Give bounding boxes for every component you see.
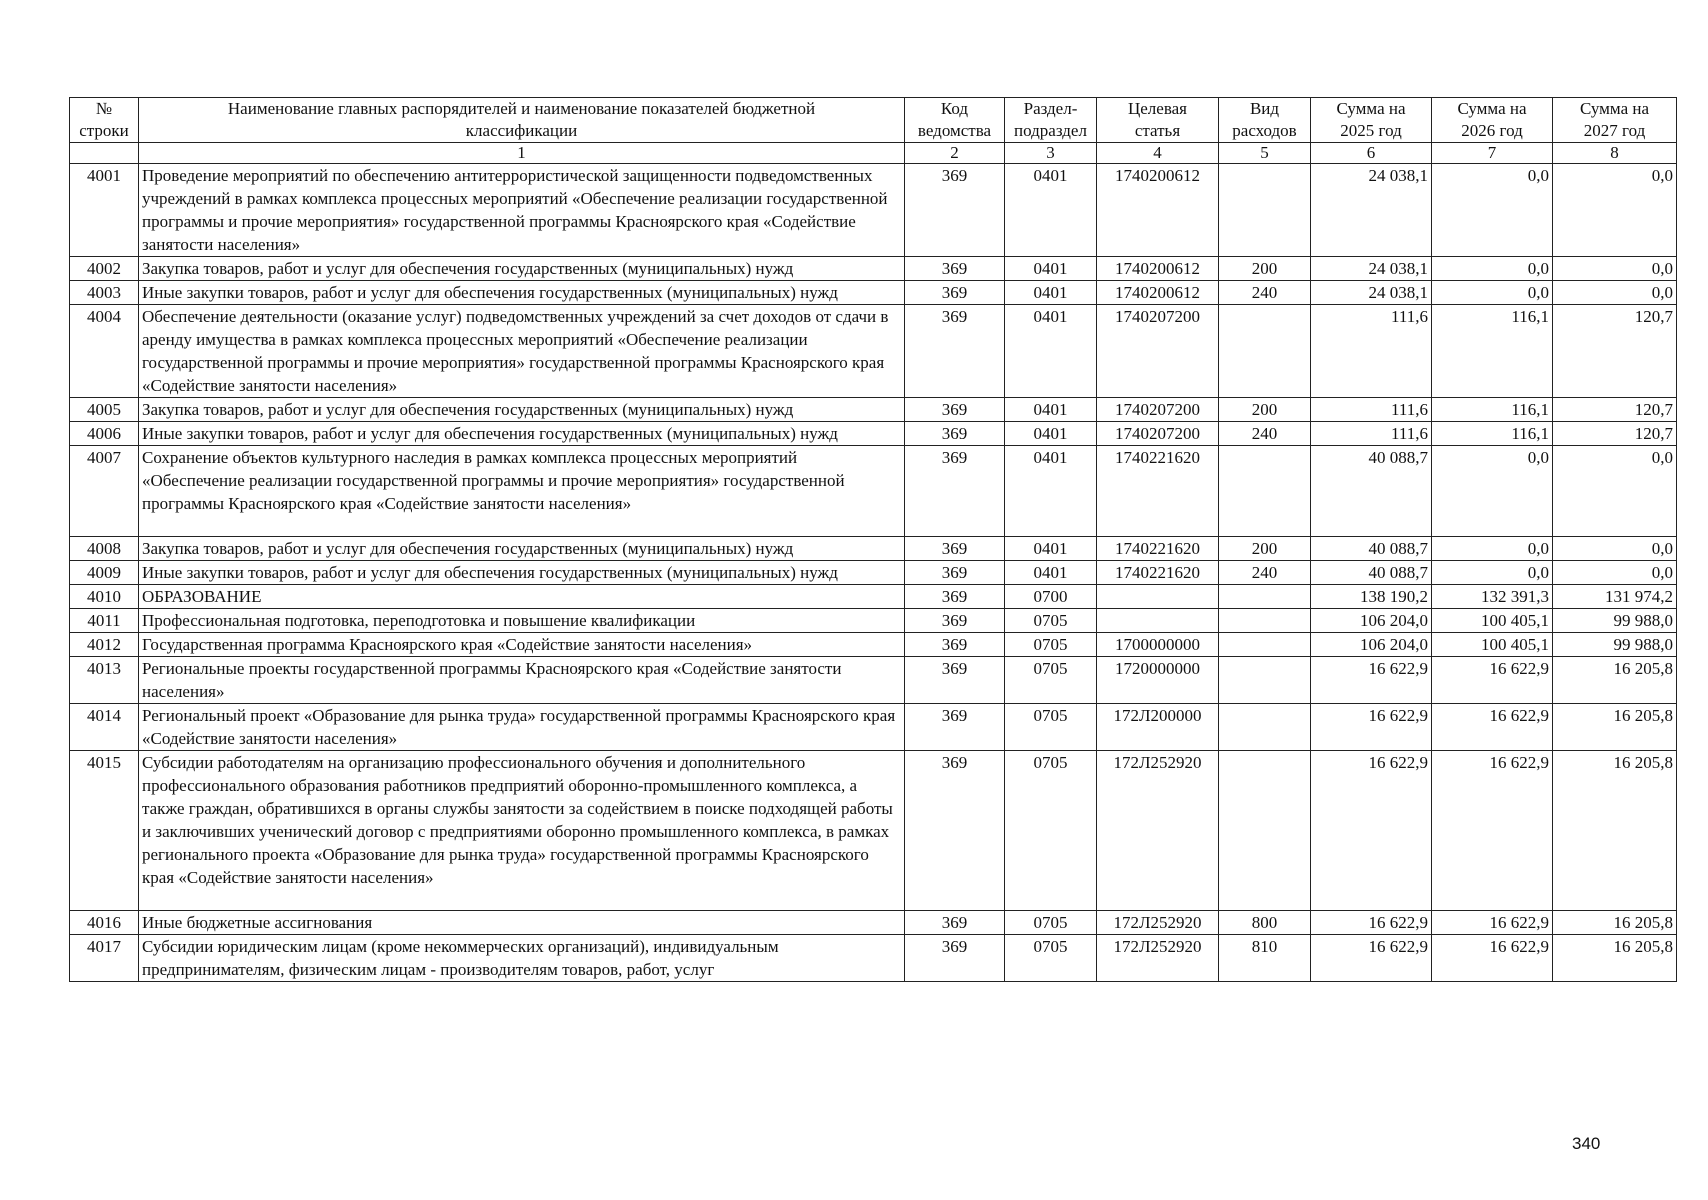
row-dept-code: 369	[905, 751, 1005, 911]
table-row	[70, 305, 1677, 398]
column-number	[70, 143, 139, 164]
row-number: 4016	[70, 911, 139, 935]
row-amount-2027: 0,0	[1553, 164, 1677, 257]
row-amount-2025: 16 622,9	[1311, 751, 1432, 911]
row-number: 4003	[70, 281, 139, 305]
table-row	[70, 398, 1677, 422]
table-row	[70, 281, 1677, 305]
row-expense-type	[1219, 609, 1311, 633]
table-row	[70, 751, 1677, 911]
row-amount-2027: 0,0	[1553, 537, 1677, 561]
row-expense-type	[1219, 633, 1311, 657]
row-number: 4012	[70, 633, 139, 657]
row-amount-2026: 0,0	[1432, 446, 1553, 537]
row-amount-2027: 120,7	[1553, 422, 1677, 446]
row-amount-2026: 132 391,3	[1432, 585, 1553, 609]
row-expense-type: 800	[1219, 911, 1311, 935]
row-section: 0401	[1005, 422, 1097, 446]
row-name: Закупка товаров, работ и услуг для обеспечения государственных (муниципальных) нужд	[139, 537, 905, 561]
row-expense-type	[1219, 751, 1311, 911]
row-name: Закупка товаров, работ и услуг для обеспечения государственных (муниципальных) нужд	[139, 398, 905, 422]
row-amount-2026: 16 622,9	[1432, 935, 1553, 982]
table-row	[70, 911, 1677, 935]
row-number: 4011	[70, 609, 139, 633]
budget-table	[69, 97, 1677, 982]
row-target-article: 1740200612	[1097, 164, 1219, 257]
row-target-article: 1700000000	[1097, 633, 1219, 657]
row-target-article: 1740221620	[1097, 446, 1219, 537]
header-section: Раздел- подраздел	[1005, 98, 1097, 143]
row-target-article: 172Л200000	[1097, 704, 1219, 751]
row-section: 0705	[1005, 609, 1097, 633]
row-amount-2027: 16 205,8	[1553, 911, 1677, 935]
row-amount-2025: 24 038,1	[1311, 257, 1432, 281]
header-amount-2026: Сумма на 2026 год	[1432, 98, 1553, 143]
row-section: 0700	[1005, 585, 1097, 609]
row-name: Региональные проекты государственной программы Красноярского края «Содействие занятости населения»	[139, 657, 905, 704]
row-dept-code: 369	[905, 537, 1005, 561]
row-number: 4009	[70, 561, 139, 585]
table-row	[70, 704, 1677, 751]
row-section: 0401	[1005, 446, 1097, 537]
row-amount-2026: 116,1	[1432, 398, 1553, 422]
row-amount-2026: 0,0	[1432, 561, 1553, 585]
table-row	[70, 446, 1677, 537]
table-row	[70, 585, 1677, 609]
table-row	[70, 537, 1677, 561]
row-expense-type	[1219, 446, 1311, 537]
column-number: 6	[1311, 143, 1432, 164]
row-expense-type: 810	[1219, 935, 1311, 982]
row-amount-2026: 16 622,9	[1432, 704, 1553, 751]
row-section: 0705	[1005, 751, 1097, 911]
row-expense-type	[1219, 305, 1311, 398]
row-amount-2026: 0,0	[1432, 281, 1553, 305]
table-row	[70, 609, 1677, 633]
row-expense-type: 240	[1219, 422, 1311, 446]
row-section: 0401	[1005, 305, 1097, 398]
row-section: 0401	[1005, 164, 1097, 257]
column-numbering-row	[70, 143, 1677, 164]
row-expense-type	[1219, 704, 1311, 751]
row-expense-type: 240	[1219, 561, 1311, 585]
row-dept-code: 369	[905, 446, 1005, 537]
row-target-article: 1740200612	[1097, 257, 1219, 281]
row-name: Иные закупки товаров, работ и услуг для обеспечения государственных (муниципальных) нужд	[139, 422, 905, 446]
row-dept-code: 369	[905, 633, 1005, 657]
row-amount-2027: 0,0	[1553, 257, 1677, 281]
row-amount-2025: 40 088,7	[1311, 537, 1432, 561]
row-dept-code: 369	[905, 561, 1005, 585]
row-expense-type: 240	[1219, 281, 1311, 305]
table-row	[70, 561, 1677, 585]
row-target-article: 1740221620	[1097, 537, 1219, 561]
table-row	[70, 164, 1677, 257]
row-section: 0705	[1005, 911, 1097, 935]
header-row-number: № строки	[70, 98, 139, 143]
row-amount-2027: 99 988,0	[1553, 609, 1677, 633]
table-body	[70, 164, 1677, 982]
row-dept-code: 369	[905, 585, 1005, 609]
row-name: Иные бюджетные ассигнования	[139, 911, 905, 935]
row-section: 0705	[1005, 935, 1097, 982]
row-name: Субсидии работодателям на организацию профессионального обучения и дополнительного профессионального образования работников предприятий оборонно-промышленного комплекса, а также граждан, обратившихся в органы службы занятости за содействием в поиске подходящей работы и заключивших ученический договор с предприятиями оборонно промышленного комплекса, в рамках регионального проекта «Образование для рынка труда» государственной программы Красноярского края «Содействие занятости населения»	[139, 751, 905, 911]
header-amount-2027: Сумма на 2027 год	[1553, 98, 1677, 143]
row-amount-2025: 111,6	[1311, 398, 1432, 422]
row-dept-code: 369	[905, 609, 1005, 633]
row-number: 4006	[70, 422, 139, 446]
row-amount-2027: 120,7	[1553, 305, 1677, 398]
row-name: ОБРАЗОВАНИЕ	[139, 585, 905, 609]
row-amount-2025: 24 038,1	[1311, 164, 1432, 257]
row-target-article: 1720000000	[1097, 657, 1219, 704]
row-name: Государственная программа Красноярского края «Содействие занятости населения»	[139, 633, 905, 657]
row-amount-2027: 16 205,8	[1553, 751, 1677, 911]
row-dept-code: 369	[905, 422, 1005, 446]
row-amount-2025: 106 204,0	[1311, 609, 1432, 633]
row-amount-2026: 116,1	[1432, 305, 1553, 398]
header-dept-code: Код ведомства	[905, 98, 1005, 143]
row-target-article: 1740207200	[1097, 305, 1219, 398]
row-amount-2027: 0,0	[1553, 446, 1677, 537]
header-name: Наименование главных распорядителей и наименование показателей бюджетной классификации	[139, 98, 905, 143]
row-target-article: 172Л252920	[1097, 911, 1219, 935]
row-amount-2025: 106 204,0	[1311, 633, 1432, 657]
row-amount-2026: 0,0	[1432, 537, 1553, 561]
table-row	[70, 633, 1677, 657]
row-expense-type	[1219, 657, 1311, 704]
row-amount-2027: 120,7	[1553, 398, 1677, 422]
row-dept-code: 369	[905, 398, 1005, 422]
row-amount-2026: 116,1	[1432, 422, 1553, 446]
row-dept-code: 369	[905, 281, 1005, 305]
page-number: 340	[1572, 1134, 1601, 1153]
row-dept-code: 369	[905, 257, 1005, 281]
row-name: Проведение мероприятий по обеспечению антитеррористической защищенности подведомственных учреждений в рамках комплекса процессных мероприятий «Обеспечение реализации государственной программы и прочие мероприятия» государственной программы Красноярского края «Содействие занятости населения»	[139, 164, 905, 257]
row-name: Сохранение объектов культурного наследия в рамках комплекса процессных мероприятий «Обеспечение реализации государственной программы и прочие мероприятия» государственной программы Красноярского края «Содействие занятости населения»	[139, 446, 905, 537]
row-dept-code: 369	[905, 704, 1005, 751]
row-name: Иные закупки товаров, работ и услуг для обеспечения государственных (муниципальных) нужд	[139, 281, 905, 305]
row-expense-type: 200	[1219, 537, 1311, 561]
row-amount-2027: 16 205,8	[1553, 657, 1677, 704]
row-amount-2027: 16 205,8	[1553, 704, 1677, 751]
header-row	[70, 98, 1677, 143]
row-section: 0401	[1005, 561, 1097, 585]
row-name: Иные закупки товаров, работ и услуг для обеспечения государственных (муниципальных) нужд	[139, 561, 905, 585]
row-amount-2025: 16 622,9	[1311, 935, 1432, 982]
row-amount-2025: 111,6	[1311, 422, 1432, 446]
row-expense-type	[1219, 585, 1311, 609]
row-dept-code: 369	[905, 911, 1005, 935]
column-number: 5	[1219, 143, 1311, 164]
row-number: 4004	[70, 305, 139, 398]
row-amount-2026: 0,0	[1432, 257, 1553, 281]
row-expense-type: 200	[1219, 398, 1311, 422]
row-section: 0401	[1005, 257, 1097, 281]
row-number: 4013	[70, 657, 139, 704]
table-row	[70, 935, 1677, 982]
table-row	[70, 422, 1677, 446]
row-amount-2025: 40 088,7	[1311, 561, 1432, 585]
row-number: 4014	[70, 704, 139, 751]
row-target-article	[1097, 609, 1219, 633]
row-amount-2026: 100 405,1	[1432, 633, 1553, 657]
column-number: 4	[1097, 143, 1219, 164]
row-number: 4008	[70, 537, 139, 561]
row-amount-2025: 111,6	[1311, 305, 1432, 398]
row-amount-2025: 16 622,9	[1311, 704, 1432, 751]
header-amount-2025: Сумма на 2025 год	[1311, 98, 1432, 143]
row-expense-type: 200	[1219, 257, 1311, 281]
row-amount-2025: 138 190,2	[1311, 585, 1432, 609]
row-amount-2025: 16 622,9	[1311, 911, 1432, 935]
row-amount-2026: 16 622,9	[1432, 751, 1553, 911]
row-dept-code: 369	[905, 305, 1005, 398]
row-number: 4001	[70, 164, 139, 257]
row-section: 0401	[1005, 398, 1097, 422]
row-amount-2026: 16 622,9	[1432, 911, 1553, 935]
row-section: 0401	[1005, 537, 1097, 561]
row-number: 4005	[70, 398, 139, 422]
row-target-article: 1740207200	[1097, 422, 1219, 446]
row-section: 0705	[1005, 704, 1097, 751]
row-target-article	[1097, 585, 1219, 609]
header-target-article: Целевая статья	[1097, 98, 1219, 143]
row-number: 4010	[70, 585, 139, 609]
row-name: Профессиональная подготовка, переподготовка и повышение квалификации	[139, 609, 905, 633]
row-amount-2027: 99 988,0	[1553, 633, 1677, 657]
header-expense-type: Вид расходов	[1219, 98, 1311, 143]
row-amount-2026: 100 405,1	[1432, 609, 1553, 633]
row-dept-code: 369	[905, 935, 1005, 982]
row-section: 0705	[1005, 633, 1097, 657]
row-dept-code: 369	[905, 164, 1005, 257]
column-number: 7	[1432, 143, 1553, 164]
row-target-article: 1740200612	[1097, 281, 1219, 305]
row-target-article: 1740221620	[1097, 561, 1219, 585]
column-number: 2	[905, 143, 1005, 164]
column-number: 1	[139, 143, 905, 164]
row-amount-2026: 0,0	[1432, 164, 1553, 257]
row-name: Субсидии юридическим лицам (кроме некоммерческих организаций), индивидуальным предпринимателям, физическим лицам - производителям товаров, работ, услуг	[139, 935, 905, 982]
row-number: 4002	[70, 257, 139, 281]
row-section: 0705	[1005, 657, 1097, 704]
row-target-article: 172Л252920	[1097, 751, 1219, 911]
table-row	[70, 657, 1677, 704]
row-section: 0401	[1005, 281, 1097, 305]
row-number: 4015	[70, 751, 139, 911]
row-amount-2027: 0,0	[1553, 281, 1677, 305]
row-amount-2025: 24 038,1	[1311, 281, 1432, 305]
row-number: 4007	[70, 446, 139, 537]
row-amount-2027: 16 205,8	[1553, 935, 1677, 982]
row-amount-2025: 16 622,9	[1311, 657, 1432, 704]
row-name: Региональный проект «Образование для рынка труда» государственной программы Красноярского края «Содействие занятости населения»	[139, 704, 905, 751]
row-amount-2026: 16 622,9	[1432, 657, 1553, 704]
table-row	[70, 257, 1677, 281]
row-target-article: 172Л252920	[1097, 935, 1219, 982]
row-amount-2027: 131 974,2	[1553, 585, 1677, 609]
row-target-article: 1740207200	[1097, 398, 1219, 422]
row-dept-code: 369	[905, 657, 1005, 704]
row-name: Закупка товаров, работ и услуг для обеспечения государственных (муниципальных) нужд	[139, 257, 905, 281]
column-number: 8	[1553, 143, 1677, 164]
row-amount-2025: 40 088,7	[1311, 446, 1432, 537]
row-number: 4017	[70, 935, 139, 982]
row-amount-2027: 0,0	[1553, 561, 1677, 585]
row-name: Обеспечение деятельности (оказание услуг) подведомственных учреждений за счет доходов от сдачи в аренду имущества в рамках комплекса процессных мероприятий «Обеспечение реализации государственной программы и прочие мероприятия» государственной программы Красноярского края «Содействие занятости населения»	[139, 305, 905, 398]
column-number: 3	[1005, 143, 1097, 164]
row-expense-type	[1219, 164, 1311, 257]
